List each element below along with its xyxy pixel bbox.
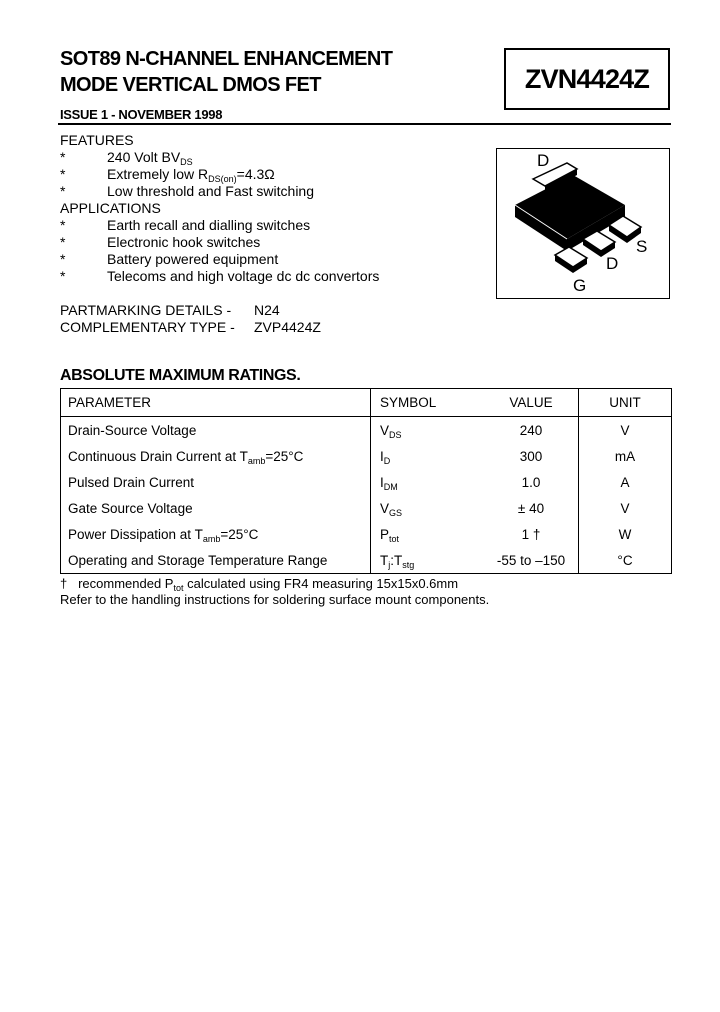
complementary-label: COMPLEMENTARY TYPE -	[60, 319, 235, 335]
unit-cell: °C	[617, 552, 633, 568]
dagger-mark: †	[60, 576, 68, 591]
unit-cell: V	[620, 500, 630, 516]
pin-label-drain-tab: D	[537, 151, 550, 170]
complementary-value: ZVP4424Z	[254, 319, 321, 335]
value-cell: 1 †	[484, 521, 579, 547]
application-bullet: *	[60, 217, 66, 233]
unit-cell: W	[618, 526, 632, 542]
ratings-table	[60, 388, 672, 574]
table-row	[61, 417, 672, 444]
value-cell: -55 to –150	[484, 547, 579, 574]
issue-line: ISSUE 1 - NOVEMBER 1998	[60, 107, 223, 122]
value-cell: ± 40	[484, 495, 579, 521]
header-value: VALUE	[484, 389, 579, 417]
value-cell: 300	[484, 443, 579, 469]
parameter-cell: Operating and Storage Temperature Range	[61, 547, 371, 574]
application-item: Telecoms and high voltage dc dc convertors	[107, 268, 380, 284]
parameter-cell: Pulsed Drain Current	[61, 469, 371, 495]
application-bullet: *	[60, 234, 66, 250]
table-row	[61, 469, 672, 495]
application-item: Earth recall and dialling switches	[107, 217, 311, 233]
footnote-handling: Refer to the handling instructions for soldering surface mount components.	[60, 592, 490, 607]
unit-cell: V	[620, 422, 630, 438]
feature-bullet: *	[60, 166, 66, 182]
pin-label-drain: D	[606, 254, 619, 273]
symbol-cell: $V_{GS}$	[380, 500, 403, 518]
application-item: Battery powered equipment	[107, 251, 279, 267]
package-drawing	[496, 148, 670, 299]
feature-item: Extremely low $R_{DS(on)}=4.3\Omega$	[107, 166, 275, 184]
feature-item: Low threshold and Fast switching	[107, 183, 314, 199]
feature-bullet: *	[60, 149, 66, 165]
table-header-row	[61, 389, 672, 417]
symbol-cell: $V_{DS}$	[380, 422, 402, 440]
footnote-power: † recommended $P_{tot}$ calculated using FR4 measuring 15x15x0.6mm	[60, 576, 459, 593]
title-line-2: MODE VERTICAL DMOS FET	[60, 74, 321, 96]
feature-item: 240 Volt $BV_{DS}$	[107, 149, 193, 167]
header-parameter: PARAMETER	[61, 389, 371, 417]
pin-label-gate: G	[573, 276, 587, 295]
table-row	[61, 495, 672, 521]
applications-heading: APPLICATIONS	[60, 200, 161, 216]
value-cell: 240	[484, 417, 579, 444]
parameter-cell: Continuous Drain Current at $T_{amb}=25^\circ C$	[61, 443, 371, 469]
unit-cell: A	[620, 474, 630, 490]
symbol-cell: $I_D$	[380, 448, 391, 466]
parameter-cell: Gate Source Voltage	[61, 495, 371, 521]
unit-cell: mA	[614, 448, 636, 464]
parameter-cell: Drain-Source Voltage	[61, 417, 371, 444]
parameter-cell: Power Dissipation at $T_{amb}=25^\circ C$	[61, 521, 371, 547]
header-rule	[58, 123, 671, 125]
pin-label-source: S	[636, 237, 648, 256]
ratings-title: ABSOLUTE MAXIMUM RATINGS.	[60, 367, 301, 384]
header-unit: UNIT	[579, 389, 672, 417]
partmarking-value: N24	[254, 302, 280, 318]
application-item: Electronic hook switches	[107, 234, 261, 250]
partmarking-label: PARTMARKING DETAILS -	[60, 302, 232, 318]
title-line-1: SOT89 N-CHANNEL ENHANCEMENT	[60, 48, 393, 70]
feature-bullet: *	[60, 183, 66, 199]
application-bullet: *	[60, 251, 66, 267]
symbol-cell: $T_j:T_{stg}$	[380, 552, 415, 570]
value-cell: 1.0	[484, 469, 579, 495]
part-number-box: ZVN4424Z	[504, 48, 670, 110]
symbol-cell: $P_{tot}$	[380, 526, 400, 544]
application-bullet: *	[60, 268, 66, 284]
symbol-cell: $I_{DM}$	[380, 474, 398, 492]
table-row	[61, 521, 672, 547]
table-row	[61, 443, 672, 469]
features-heading: FEATURES	[60, 132, 134, 148]
header-symbol: SYMBOL	[371, 389, 485, 417]
table-row	[61, 547, 672, 574]
document-title	[60, 46, 392, 98]
